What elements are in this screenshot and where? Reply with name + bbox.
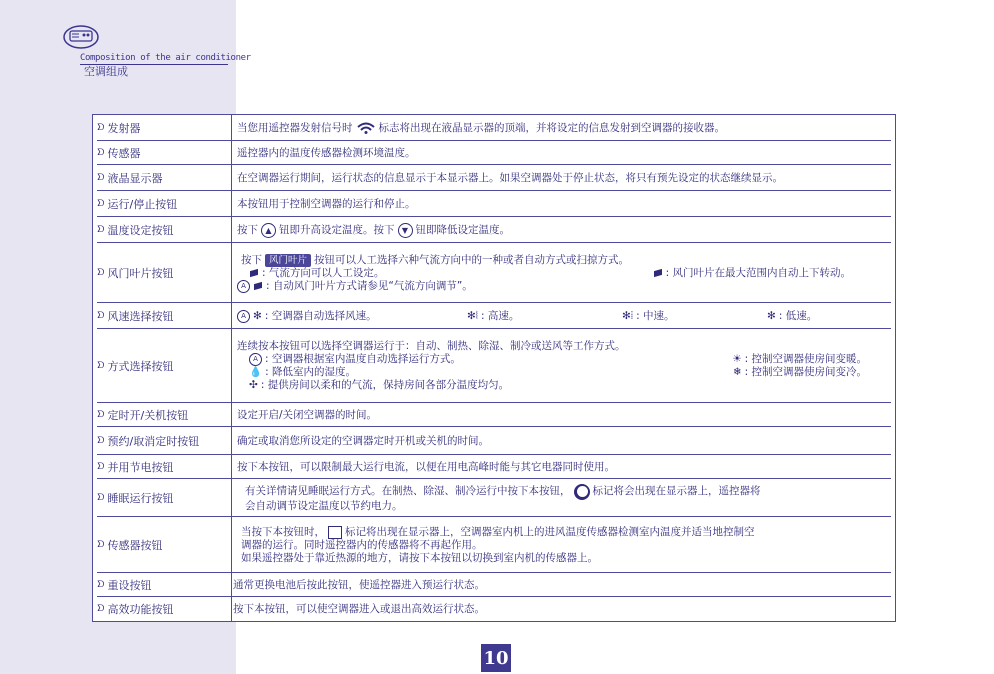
row-text: 在空调器运行期间，运行状态的信息显示于本显示器上。如果空调器处于停止状态，将只有预先设定的状态继续显示。 (237, 171, 783, 184)
row-label: 并用节电按钮 (107, 461, 174, 474)
table-row (93, 217, 895, 243)
sleep-moon-icon (574, 484, 590, 500)
row-text: : 控制空调器使房间变冷。 (744, 366, 867, 378)
table-row (93, 403, 895, 427)
bullet-icon: ᗤ (97, 148, 105, 158)
fan-high-icon: ✻⦚ (467, 309, 478, 322)
bullet-icon: ᗤ (97, 436, 105, 446)
row-text: 本按钮用于控制空调器的运行和停止。 (237, 197, 416, 210)
auto-mode-icon: A (237, 310, 250, 323)
row-label: 预约/取消定时按钮 (107, 435, 200, 448)
row-text: : 提供房间以柔和的气流，保持房间各部分温度均匀。 (260, 379, 510, 391)
row-label: 风门叶片按钮 (107, 267, 174, 280)
table-row (93, 479, 895, 517)
row-text: 标志将出现在液晶显示器的顶端，并将设定的信息发射到空调器的接收器。 (378, 121, 725, 134)
row-text: 遥控器内的温度传感器检测环境温度。 (237, 146, 416, 159)
row-text: : 高速。 (481, 309, 520, 322)
fan-icon: ✻ (253, 309, 262, 322)
table-row (93, 427, 895, 455)
table-row (93, 517, 895, 573)
row-text: 有关详情请见睡眠运行方式。在制热、除湿、制冷运行中按下本按钮， (245, 485, 571, 497)
table-row (93, 115, 895, 141)
bullet-icon: ᗤ (97, 410, 105, 420)
row-text: : 风门叶片在最大范围内自动上下转动。 (665, 266, 851, 279)
auto-mode-icon: A (237, 280, 250, 293)
vane-button-badge: 风门叶片 (265, 254, 311, 267)
heat-mode-icon: ☀ (732, 353, 742, 365)
table-row (93, 303, 895, 329)
row-text: : 空调器根据室内温度自动选择运行方式。 (265, 353, 461, 365)
table-row (93, 243, 895, 303)
row-text: : 中速。 (636, 309, 675, 322)
sensor-icon (328, 526, 342, 539)
row-label: 传感器 (107, 147, 141, 160)
row-text: : 气流方向可以人工设定。 (262, 266, 385, 279)
row-text: 连续按本按钮可以选择空调器运行于：自动、制热、除湿、制冷或送风等工作方式。 (237, 340, 626, 352)
row-text: 钮即升高设定温度。按下 (279, 223, 395, 236)
row-text: 如果遥控器处于靠近热源的地方，请按下本按钮以切换到室内机的传感器上。 (241, 551, 598, 564)
row-label: 温度设定按钮 (107, 224, 174, 237)
row-text: 通常更换电池后按此按钮，使遥控器进入预运行状态。 (233, 578, 485, 591)
row-label: 传感器按钮 (107, 539, 163, 552)
components-table (92, 114, 896, 622)
row-text: : 自动风门叶片方式请参见“气流方向调节”。 (266, 279, 473, 292)
cool-mode-icon: ❄ (732, 366, 742, 378)
row-label: 重设按钮 (107, 579, 152, 592)
table-row (93, 141, 895, 165)
bullet-icon: ᗤ (97, 462, 105, 472)
page-number: 10 (481, 644, 511, 672)
row-label: 发射器 (107, 122, 141, 135)
row-text: 按钮可以人工选择六种气流方向中的一种或者自动方式或扫掠方式。 (314, 253, 630, 266)
table-row (93, 573, 895, 597)
dry-mode-icon: 💧 (249, 366, 263, 378)
fan-low-icon: ✻ (767, 309, 776, 322)
row-text: 钮即降低设定温度。 (415, 223, 510, 236)
bullet-icon: ᗤ (97, 493, 105, 503)
table-row (93, 597, 895, 621)
row-text: 当按下本按钮时， (241, 525, 325, 538)
row-text: 会自动调节设定温度以节约电力。 (245, 499, 403, 512)
row-label: 高效功能按钮 (107, 603, 174, 616)
bullet-icon: ᗤ (97, 540, 105, 550)
row-text: 标记将出现在显示器上，空调器室内机上的进风温度传感器检测室内温度并适当地控制空 (345, 525, 755, 538)
row-text: : 低速。 (778, 309, 818, 322)
fan-mode-icon: ✣ (249, 379, 258, 391)
row-label: 风速选择按钮 (107, 310, 174, 323)
row-text: : 控制空调器使房间变暖。 (744, 353, 867, 365)
air-conditioner-logo-icon (62, 24, 100, 50)
temp-up-icon: ▲ (261, 223, 276, 238)
row-label: 运行/停止按钮 (107, 198, 178, 211)
vane-manual-icon (249, 269, 259, 278)
transmit-signal-icon (356, 122, 376, 134)
auto-mode-icon: A (249, 353, 262, 366)
row-text: 按下本按钮，可以限制最大运行电流，以便在用电高峰时能与其它电器同时使用。 (237, 460, 615, 473)
row-text: : 空调器自动选择风速。 (264, 309, 377, 322)
bullet-icon: ᗤ (97, 123, 105, 133)
row-text: 按下 (241, 253, 262, 266)
bullet-icon: ᗤ (97, 580, 105, 590)
vane-auto-icon (253, 282, 263, 291)
row-text: 调器的运行。同时遥控器内的传感器将不再起作用。 (241, 538, 483, 551)
bullet-icon: ᗤ (97, 311, 105, 321)
table-row (93, 329, 895, 403)
row-text: 确定或取消您所设定的空调器定时开机或关机的时间。 (237, 434, 489, 447)
bullet-icon: ᗤ (97, 173, 105, 183)
bullet-icon: ᗤ (97, 604, 105, 614)
row-text: 标记将会出现在显示器上，遥控器将 (592, 485, 761, 497)
row-text: 按下本按钮，可以使空调器进入或退出高效运行状态。 (233, 602, 485, 615)
fan-medium-icon: ✻⦙ (622, 309, 634, 322)
row-label: 方式选择按钮 (107, 360, 174, 373)
bullet-icon: ᗤ (97, 199, 105, 209)
row-text: 按下 (237, 223, 258, 236)
header-title-en: Composition of the air conditioner (80, 53, 251, 63)
row-text: 当您用遥控器发射信号时 (237, 121, 353, 134)
row-label: 睡眠运行按钮 (107, 492, 174, 505)
row-label: 液晶显示器 (107, 172, 163, 185)
table-row (93, 165, 895, 191)
row-label: 定时开/关机按钮 (107, 409, 189, 422)
temp-down-icon: ▼ (398, 223, 413, 238)
bullet-icon: ᗤ (97, 268, 105, 278)
table-row (93, 191, 895, 217)
bullet-icon: ᗤ (97, 361, 105, 371)
row-text: : 降低室内的湿度。 (265, 366, 356, 378)
table-row (93, 455, 895, 479)
bullet-icon: ᗤ (97, 225, 105, 235)
row-text: 设定开启/关闭空调器的时间。 (237, 408, 378, 421)
vane-swing-icon (653, 269, 663, 278)
header-title-cn: 空调组成 (84, 65, 128, 78)
